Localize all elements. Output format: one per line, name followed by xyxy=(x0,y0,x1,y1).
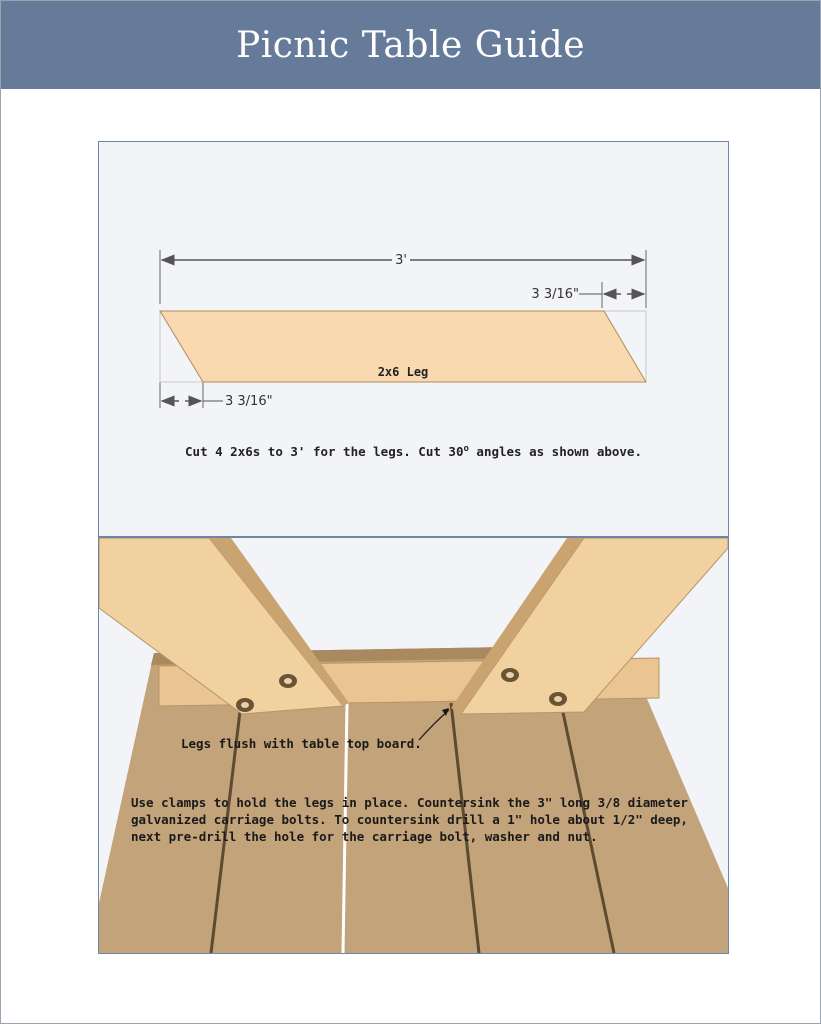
page-header xyxy=(1,1,820,89)
cut-diagram-panel xyxy=(99,142,728,536)
right-leg xyxy=(451,538,728,714)
overall-length-label: 3' xyxy=(395,253,407,268)
leg-board-label: 2x6 Leg xyxy=(377,365,429,379)
instruction-figure xyxy=(98,141,729,954)
degree-mark: o xyxy=(463,444,469,454)
flush-callout: Legs flush with table top board. xyxy=(181,736,422,751)
cut-instruction xyxy=(99,444,728,459)
bottom-offset-label: 3 3/16" xyxy=(225,394,273,409)
cut-instruction-suffix: angles as shown above. xyxy=(468,444,642,460)
top-offset-label: 3 3/16" xyxy=(531,287,579,302)
page-title: Picnic Table Guide xyxy=(236,24,585,66)
assembly-illustration-panel xyxy=(99,538,728,953)
cut-diagram xyxy=(99,142,728,536)
assembly-instructions: Use clamps to hold the legs in place. Countersink the 3" long 3/8 diameter galvanized carriage bolts. To countersink drill a 1" hole about 1/2" deep, next pre-drill the hole for the carriage bolt, washer and nut. xyxy=(131,795,688,844)
cut-instruction-text: Cut 4 2x6s to 3' for the legs. Cut 30 xyxy=(185,444,464,460)
left-leg xyxy=(99,538,349,714)
